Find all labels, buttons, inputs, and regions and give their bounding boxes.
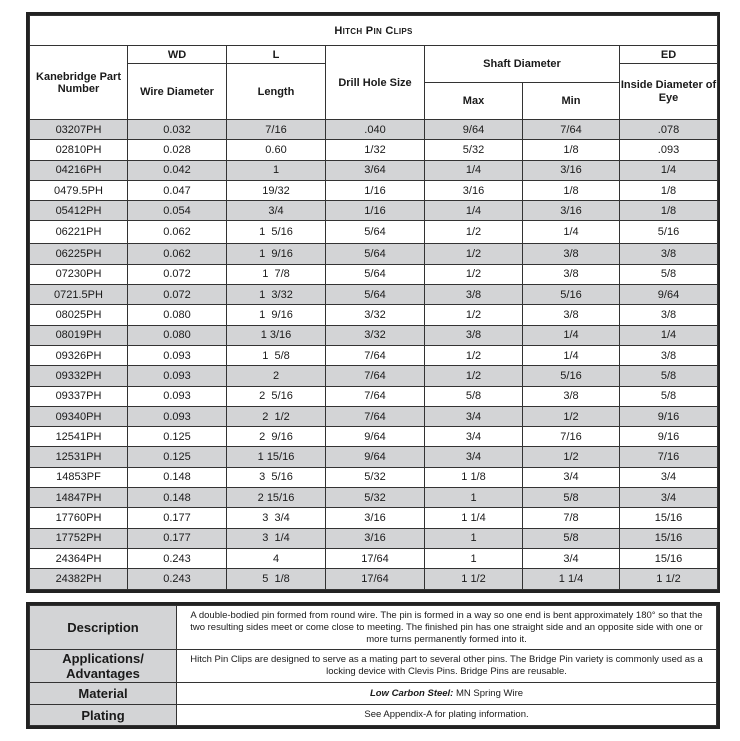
cell-ed: .078 [620,120,718,140]
cell-part: 09337PH [30,386,128,406]
cell-drill: 3/32 [326,305,425,325]
cell-l: 0.60 [227,140,326,160]
cell-l: 5 1/8 [227,569,326,589]
cell-l: 7/16 [227,120,326,140]
header-length: Length [227,64,326,120]
header-inside-diameter: Inside Diameter of Eye [620,64,718,120]
cell-ed: 15/16 [620,508,718,528]
cell-l: 1 9/16 [227,305,326,325]
cell-part: 12531PH [30,447,128,467]
table-row [30,244,718,264]
cell-part: 06221PH [30,221,128,244]
cell-wd: 0.028 [128,140,227,160]
cell-ed: 1/8 [620,201,718,221]
info-table [29,605,717,726]
cell-wd: 0.177 [128,508,227,528]
cell-min: 3/4 [523,548,620,568]
cell-min: 5/16 [523,366,620,386]
table-title: Hitch Pin Clips [30,16,718,46]
cell-ed: 1/4 [620,325,718,345]
cell-l: 1 7/8 [227,264,326,284]
cell-ed: 1/8 [620,180,718,200]
cell-ed: 15/16 [620,548,718,568]
cell-min: 7/16 [523,427,620,447]
spec-table [29,15,718,590]
cell-wd: 0.054 [128,201,227,221]
cell-l: 1 15/16 [227,447,326,467]
cell-part: 12541PH [30,427,128,447]
cell-max: 1/2 [425,264,523,284]
cell-drill: 7/64 [326,406,425,426]
cell-ed: 9/16 [620,406,718,426]
cell-ed: 9/64 [620,285,718,305]
applications-label: Applications/ Advantages [30,650,177,683]
cell-part: 08025PH [30,305,128,325]
cell-max: 5/32 [425,140,523,160]
cell-ed: 3/4 [620,488,718,508]
table-row [30,201,718,221]
cell-wd: 0.072 [128,264,227,284]
cell-drill: 5/64 [326,264,425,284]
cell-max: 3/16 [425,180,523,200]
cell-min: 5/8 [523,528,620,548]
cell-part: 04216PH [30,160,128,180]
cell-drill: 5/32 [326,467,425,487]
cell-max: 1 [425,488,523,508]
cell-part: 05412PH [30,201,128,221]
table-row [30,508,718,528]
cell-part: 24364PH [30,548,128,568]
header-l-code: L [227,46,326,64]
cell-wd: 0.125 [128,427,227,447]
cell-wd: 0.093 [128,406,227,426]
cell-wd: 0.093 [128,386,227,406]
cell-part: 17752PH [30,528,128,548]
cell-drill: 17/64 [326,569,425,589]
description-row [30,606,717,650]
cell-min: 1/8 [523,140,620,160]
cell-drill: 1/16 [326,201,425,221]
cell-l: 2 1/2 [227,406,326,426]
cell-l: 19/32 [227,180,326,200]
applications-text: Hitch Pin Clips are designed to serve as a mating part to several other pins. The Bridge Pin variety is commonly used as a locking device with Clevis Pins. Bridge Pins are reusable. [177,650,717,683]
cell-min: 3/8 [523,305,620,325]
cell-ed: 5/8 [620,366,718,386]
cell-drill: 7/64 [326,366,425,386]
table-row [30,140,718,160]
cell-min: 7/8 [523,508,620,528]
cell-min: 3/8 [523,386,620,406]
cell-drill: .040 [326,120,425,140]
cell-min: 1 1/4 [523,569,620,589]
cell-wd: 0.093 [128,345,227,365]
cell-wd: 0.177 [128,528,227,548]
cell-drill: 3/64 [326,160,425,180]
cell-part: 07230PH [30,264,128,284]
cell-min: 1/4 [523,345,620,365]
cell-max: 9/64 [425,120,523,140]
cell-part: 24382PH [30,569,128,589]
cell-drill: 3/16 [326,528,425,548]
cell-min: 1/4 [523,325,620,345]
cell-part: 17760PH [30,508,128,528]
table-row [30,345,718,365]
cell-min: 3/4 [523,467,620,487]
table-row [30,488,718,508]
hitch-pin-clips-table-container [26,12,720,593]
cell-min: 5/8 [523,488,620,508]
table-row [30,305,718,325]
table-row [30,427,718,447]
header-wire-diameter: Wire Diameter [128,64,227,120]
cell-ed: 1 1/2 [620,569,718,589]
cell-l: 1 3/32 [227,285,326,305]
cell-l: 2 9/16 [227,427,326,447]
cell-min: 7/64 [523,120,620,140]
cell-max: 1 [425,548,523,568]
material-label: Material [30,683,177,705]
table-row [30,467,718,487]
cell-ed: 1/4 [620,160,718,180]
cell-l: 1 5/16 [227,221,326,244]
cell-max: 1 1/4 [425,508,523,528]
cell-drill: 7/64 [326,345,425,365]
cell-max: 1/2 [425,345,523,365]
header-shaft-min: Min [523,83,620,120]
cell-part: 09340PH [30,406,128,426]
table-row [30,221,718,244]
cell-ed: 15/16 [620,528,718,548]
cell-max: 1 [425,528,523,548]
cell-max: 1/2 [425,366,523,386]
cell-ed: 3/8 [620,305,718,325]
cell-max: 3/8 [425,325,523,345]
cell-part: 06225PH [30,244,128,264]
cell-ed: 5/8 [620,264,718,284]
cell-min: 1/2 [523,447,620,467]
cell-wd: 0.080 [128,305,227,325]
cell-drill: 9/64 [326,447,425,467]
cell-wd: 0.072 [128,285,227,305]
cell-min: 1/8 [523,180,620,200]
cell-l: 3 5/16 [227,467,326,487]
cell-part: 02810PH [30,140,128,160]
table-row [30,160,718,180]
cell-max: 3/8 [425,285,523,305]
cell-ed: 7/16 [620,447,718,467]
info-table-container [26,602,720,729]
cell-ed: 3/8 [620,244,718,264]
cell-ed: .093 [620,140,718,160]
cell-drill: 5/64 [326,221,425,244]
table-row [30,120,718,140]
cell-part: 09326PH [30,345,128,365]
cell-wd: 0.062 [128,221,227,244]
cell-l: 2 15/16 [227,488,326,508]
material-row [30,683,717,705]
description-text: A double-bodied pin formed from round wire. The pin is formed in a way so one end is bent approximately 180° so that the two resulting sides meet or come close to meeting. The finished pin has one straight side and an opposite side with one or more turns permanently formed into it. [177,606,717,650]
table-row [30,447,718,467]
cell-part: 09332PH [30,366,128,386]
cell-wd: 0.042 [128,160,227,180]
cell-wd: 0.148 [128,488,227,508]
cell-drill: 3/32 [326,325,425,345]
cell-wd: 0.080 [128,325,227,345]
cell-wd: 0.148 [128,467,227,487]
cell-ed: 5/16 [620,221,718,244]
cell-part: 0721.5PH [30,285,128,305]
cell-wd: 0.125 [128,447,227,467]
material-bold: Low Carbon Steel: [369,687,454,699]
cell-l: 3 3/4 [227,508,326,528]
cell-min: 5/16 [523,285,620,305]
cell-drill: 3/16 [326,508,425,528]
cell-drill: 1/32 [326,140,425,160]
cell-l: 1 9/16 [227,244,326,264]
table-row [30,285,718,305]
cell-ed: 9/16 [620,427,718,447]
table-row [30,180,718,200]
plating-text: See Appendix-A for plating information. [177,705,717,726]
material-text: MN Spring Wire [453,687,524,699]
cell-l: 1 3/16 [227,325,326,345]
applications-row [30,650,717,683]
cell-l: 4 [227,548,326,568]
cell-ed: 3/8 [620,345,718,365]
cell-l: 1 5/8 [227,345,326,365]
header-drill-hole: Drill Hole Size [326,46,425,120]
cell-wd: 0.243 [128,569,227,589]
cell-drill: 17/64 [326,548,425,568]
cell-max: 3/4 [425,427,523,447]
cell-wd: 0.062 [128,244,227,264]
cell-min: 1/2 [523,406,620,426]
cell-ed: 5/8 [620,386,718,406]
table-row [30,264,718,284]
cell-max: 3/4 [425,406,523,426]
cell-part: 14847PH [30,488,128,508]
table-row [30,528,718,548]
cell-min: 3/8 [523,264,620,284]
cell-wd: 0.032 [128,120,227,140]
header-wd-code: WD [128,46,227,64]
cell-max: 1/4 [425,201,523,221]
cell-max: 3/4 [425,447,523,467]
cell-l: 3 1/4 [227,528,326,548]
cell-part: 03207PH [30,120,128,140]
cell-l: 2 5/16 [227,386,326,406]
header-shaft-max: Max [425,83,523,120]
cell-wd: 0.093 [128,366,227,386]
cell-min: 3/8 [523,244,620,264]
cell-drill: 1/16 [326,180,425,200]
cell-part: 08019PH [30,325,128,345]
spec-table-body [30,120,718,590]
table-row [30,386,718,406]
cell-drill: 5/64 [326,244,425,264]
cell-part: 14853PF [30,467,128,487]
cell-min: 3/16 [523,201,620,221]
cell-max: 5/8 [425,386,523,406]
cell-max: 1 1/2 [425,569,523,589]
table-row [30,325,718,345]
cell-min: 1/4 [523,221,620,244]
cell-l: 3/4 [227,201,326,221]
header-ed-code: ED [620,46,718,64]
cell-min: 3/16 [523,160,620,180]
cell-drill: 9/64 [326,427,425,447]
header-part-number: Kanebridge Part Number [30,46,128,120]
cell-l: 1 [227,160,326,180]
header-shaft-diameter: Shaft Diameter [425,46,620,83]
table-row [30,406,718,426]
cell-drill: 5/32 [326,488,425,508]
cell-max: 1/2 [425,244,523,264]
table-row [30,548,718,568]
plating-row [30,705,717,726]
material-value [177,683,717,705]
cell-wd: 0.047 [128,180,227,200]
cell-max: 1/4 [425,160,523,180]
cell-drill: 7/64 [326,386,425,406]
cell-ed: 3/4 [620,467,718,487]
cell-max: 1/2 [425,221,523,244]
cell-max: 1/2 [425,305,523,325]
cell-wd: 0.243 [128,548,227,568]
table-row [30,366,718,386]
description-label: Description [30,606,177,650]
plating-label: Plating [30,705,177,726]
cell-l: 2 [227,366,326,386]
table-row [30,569,718,589]
cell-max: 1 1/8 [425,467,523,487]
cell-part: 0479.5PH [30,180,128,200]
cell-drill: 5/64 [326,285,425,305]
